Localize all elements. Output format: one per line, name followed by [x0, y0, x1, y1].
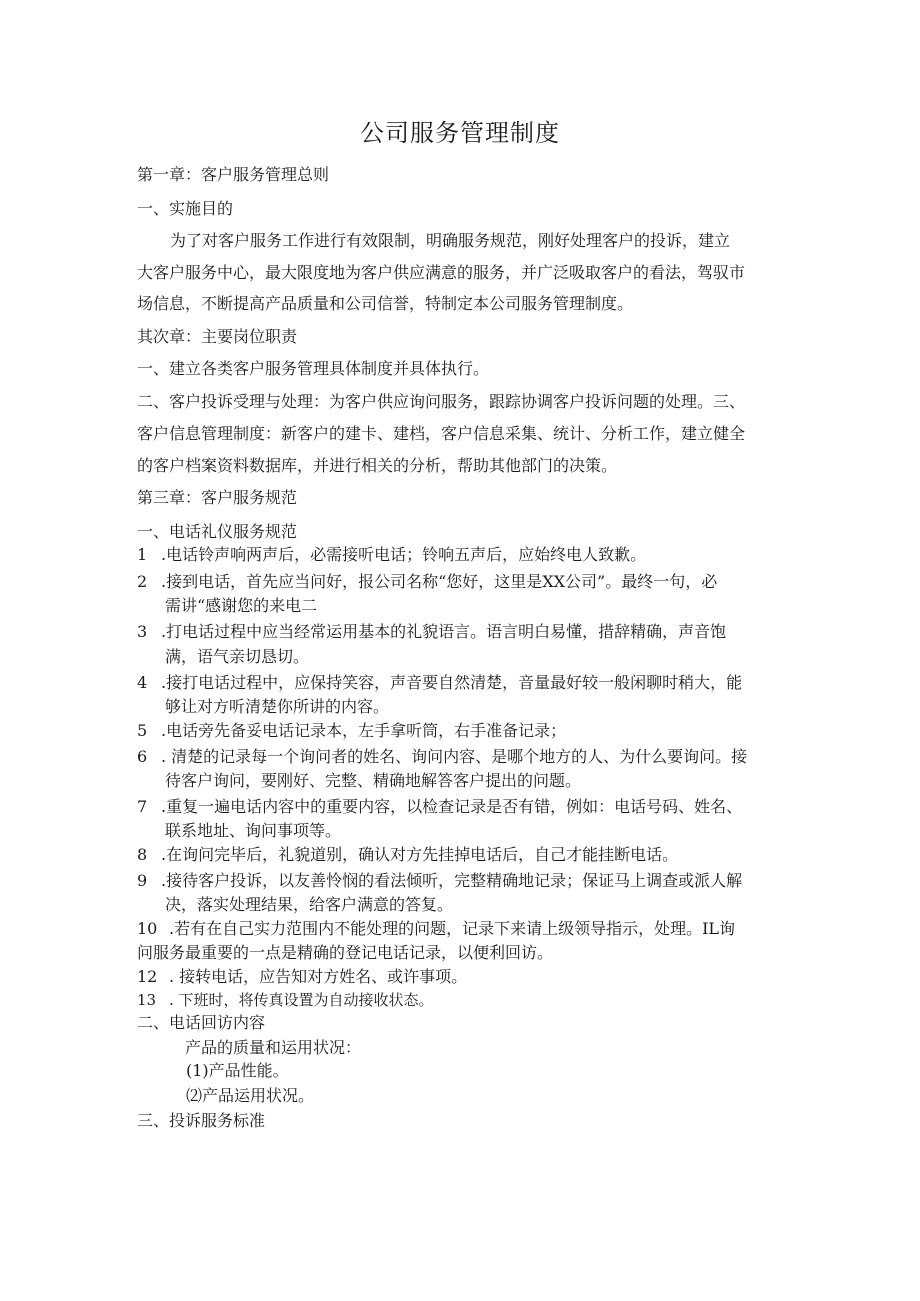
- list-item-text: . 接转电话，应告知对方姓名、或许事项。: [169, 967, 468, 986]
- list-item-text: .在询问完毕后，礼貌道别，确认对方先挂掉电话后，自己才能挂断电话。: [161, 845, 679, 864]
- list-item-number: 9: [137, 871, 148, 890]
- list-item-text: . 清楚的记录每一个询问者的姓名、询问内容、是哪个地方的人、为什么要询问。接: [161, 747, 748, 766]
- paragraph-line: 大客户服务中心，最大限度地为客户供应满意的服务，并广泛吸取客户的看法，驾驭市: [137, 263, 746, 282]
- list-item-continuation: 问服务最重要的一点是精确的登记电话记录，以便利回访。: [137, 943, 554, 962]
- section-heading: 一、电话礼仪服务规范: [137, 522, 298, 541]
- list-item-text: .重复一遍电话内容中的重要内容，以检查记录是否有错，例如：电话号码、姓名、: [161, 797, 743, 816]
- list-item-text: .接打电话过程中，应保持笑容，声音要自然清楚，音量最好较一般闲聊时稍大，能: [161, 673, 743, 692]
- list-item-continuation: 待客户询问，要刚好、完整、精确地解答客户提出的问题。: [165, 771, 582, 790]
- list-item-number: 5: [137, 721, 148, 740]
- list-item-number: 8: [137, 845, 148, 864]
- list-item-continuation: 决，落实处理结果，给客户满意的答复。: [165, 895, 454, 914]
- list-item-number: 6: [137, 747, 148, 766]
- paragraph-line: (1)产品性能。: [186, 1061, 289, 1080]
- list-item-continuation: 需讲“感谢您的来电二: [165, 596, 318, 615]
- list-item-text: .电话旁先备妥电话记录本，左手拿听筒，右手准备记录；: [161, 721, 567, 740]
- section-heading: 三、投诉服务标准: [137, 1111, 266, 1130]
- list-item-text: .若有在自己实力范围内不能处理的问题，记录下来请上级领导指示，处理。IL询: [169, 919, 736, 938]
- list-item-number: 12: [137, 967, 158, 986]
- list-item-text: .打电话过程中应当经常运用基本的礼貌语言。语言明白易懂，措辞精确，声音饱: [161, 622, 727, 641]
- paragraph-line: 产品的质量和运用状况：: [185, 1038, 362, 1057]
- section-heading: 一、实施目的: [137, 199, 234, 218]
- paragraph-line: 二、客户投诉受理与处理：为客户供应询问服务，跟踪协调客户投诉问题的处理。三、: [137, 392, 746, 411]
- paragraph-line: 客户信息管理制度：新客户的建卡、建档，客户信息采集、统计、分析工作，建立健全: [137, 424, 746, 443]
- list-item-continuation: 联系地址、询问事项等。: [165, 821, 342, 840]
- list-item-text: .接待客户投诉，以友善怜悯的看法倾听，完整精确地记录；保证马上调查或派人解: [161, 871, 743, 890]
- list-item-number: 10: [137, 919, 158, 938]
- paragraph-line: ⑵产品运用状况。: [186, 1086, 315, 1105]
- list-item: [137, 540, 797, 570]
- paragraph-line: 场信息，不断提高产品质量和公司信誉，特制定本公司服务管理制度。: [137, 294, 634, 313]
- list-item-number: 4: [137, 673, 148, 692]
- list-item-number: 2: [137, 572, 148, 591]
- paragraph-line: 一、建立各类客户服务管理具体制度并具体执行。: [137, 359, 490, 378]
- list-item-text: .电话铃声响两声后，必需接听电话；铃响五声后，应始终电人致歉。: [161, 545, 647, 564]
- list-item-number: 1: [137, 545, 148, 564]
- chapter-3-heading: 第三章：客户服务规范: [137, 488, 298, 507]
- section-heading: 二、电话回访内容: [137, 1013, 266, 1032]
- paragraph-line: 的客户档案资料数据库，并进行相关的分析，帮助其他部门的决策。: [137, 456, 618, 475]
- list-item-continuation: 满，语气亲切恳切。: [165, 647, 310, 666]
- chapter-1-heading: 第一章：客户服务管理总则: [137, 165, 330, 184]
- list-item-number: 13: [137, 991, 157, 1009]
- list-item-text: .接到电话，首先应当问好，报公司名称“您好，这里是XX公司”。最终一句，必: [161, 572, 718, 591]
- list-item-continuation: 够让对方听清楚你所讲的内容。: [165, 697, 390, 716]
- chapter-2-heading: 其次章：主要岗位职责: [137, 327, 298, 346]
- page-title: 公司服务管理制度: [360, 119, 560, 147]
- list-item-text: . 下班时，将传真设置为自动接收状态。: [169, 991, 434, 1009]
- list-item-number: 7: [137, 797, 148, 816]
- paragraph-line: 为了对客户服务工作进行有效限制，明确服务规范，刚好处理客户的投诉，建立: [170, 231, 731, 250]
- list-item-number: 3: [137, 622, 148, 641]
